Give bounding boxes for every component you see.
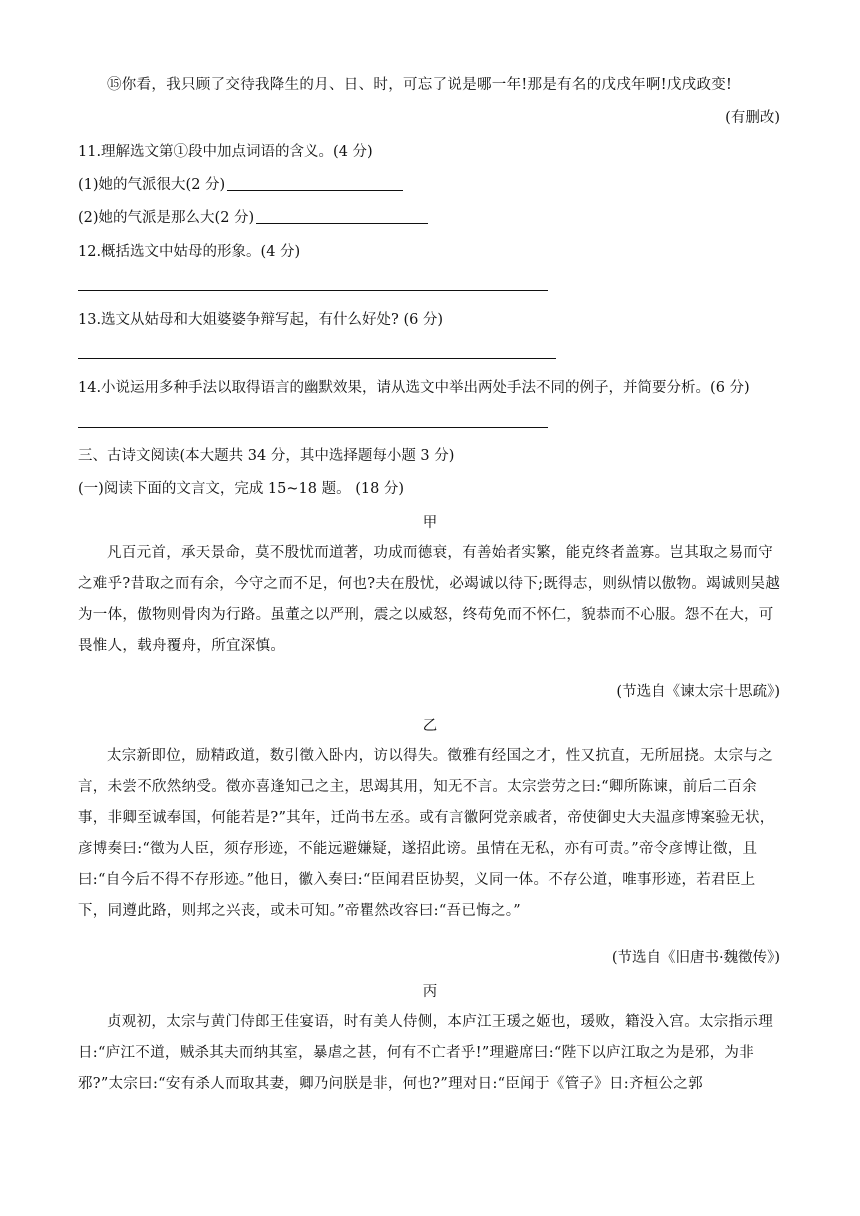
question-11-2-label: (2)她的气派是那么大(2 分) <box>78 210 255 226</box>
question-11-1-label: (1)她的气派很大(2 分) <box>78 177 226 193</box>
question-11-1 <box>78 175 403 195</box>
answer-line-14[interactable] <box>78 427 548 428</box>
passage-yi-title: 乙 <box>422 718 438 734</box>
passage-bing-text: 贞观初，太宗与黄门侍郎王佳宴语，时有美人侍侧，本庐江王瑗之姬也，瑗败，籍没入宫。太宗指示理日:“庐江不道，贼杀其夫而纳其室，暴虐之甚，何有不亡者乎!”理避席曰:“陛下以庐江取之为是邪，为非邪?”太宗曰:“安有杀人而取其妻，卿乃问朕是非，何也?”理对日:“臣闻于《管子》日:齐桓公之郭 <box>78 1014 773 1092</box>
answer-line-13[interactable] <box>78 358 556 359</box>
answer-line-12[interactable] <box>78 290 548 291</box>
question-14: 14.小说运用多种手法以取得语言的幽默效果，请从选文中举出两处手法不同的例子，并简要分析。(6 分) <box>78 380 750 396</box>
subsection-1-heading: (一)阅读下面的文言文，完成 15~18 题。 (18 分) <box>78 481 405 497</box>
paragraph-15: ⑮你看，我只顾了交待我降生的月、日、时，可忘了说是哪一年!那是有名的戊戌年啊!戊戌政变! <box>107 77 733 93</box>
question-11: 11.理解选文第①段中加点词语的含义。(4 分) <box>78 144 373 160</box>
passage-yi-text: 太宗新即位，励精政道，数引徵入卧内，访以得失。徵雅有经国之才，性又抗直，无所屈挠。太宗与之言，未尝不欣然纳受。徵亦喜逢知己之主，思竭其用，知无不言。太宗尝劳之曰:“卿所陈谏，前后二百余事，非卿至诚奉国，何能若是?”其年，迁尚书左丞。或有言徽阿党亲戚者，帝使御史大夫温彦博案验无状，彦博奏曰:“徵为人臣，须存形迹，不能远避嫌疑，遂招此谤。虽情在无私，亦有可责。”帝令彦博让徵，且曰:“自今后不得不存形迹。”他日，徽入奏曰:“臣闻君臣协契，义同一体。不存公道，唯事形迹，若君臣上下，同遵此路，则邦之兴丧，或未可知。”帝瞿然改容曰:“吾已悔之。” <box>78 748 775 919</box>
question-11-2 <box>78 208 428 228</box>
passage-yi-source: (节选自《旧唐书·魏徵传》) <box>611 950 780 966</box>
passage-jia-source: (节选自《谏太宗十思疏》) <box>616 684 780 700</box>
passage-jia-title: 甲 <box>422 515 438 531</box>
section-3-heading: 三、古诗文阅读(本大题共 34 分，其中选择题每小题 3 分) <box>78 448 455 464</box>
source-note: (有删改) <box>725 110 780 126</box>
passage-bing-title: 丙 <box>422 984 438 1000</box>
passage-jia-text: 凡百元首，承天景命，莫不殷忧而道著，功成而德衰，有善始者实繁，能克终者盖寡。岂其取之易而守之难乎?昔取之而有余，今守之而不足，何也?夫在殷忧，必竭诚以待下;既得志，则纵情以傲物。竭诚则吴越为一体，傲物则骨肉为行路。虽董之以严刑，震之以威怒，终苟免而不怀仁，貌恭而不心服。怨不在大，可畏惟人，载舟覆舟，所宜深慎。 <box>78 545 781 654</box>
question-12: 12.概括选文中姑母的形象。(4 分) <box>78 244 301 260</box>
answer-blank-11-2[interactable] <box>256 209 428 224</box>
answer-blank-11-1[interactable] <box>227 176 403 191</box>
question-13: 13.选文从姑母和大姐婆婆争辩写起，有什么好处? (6 分) <box>78 312 444 328</box>
